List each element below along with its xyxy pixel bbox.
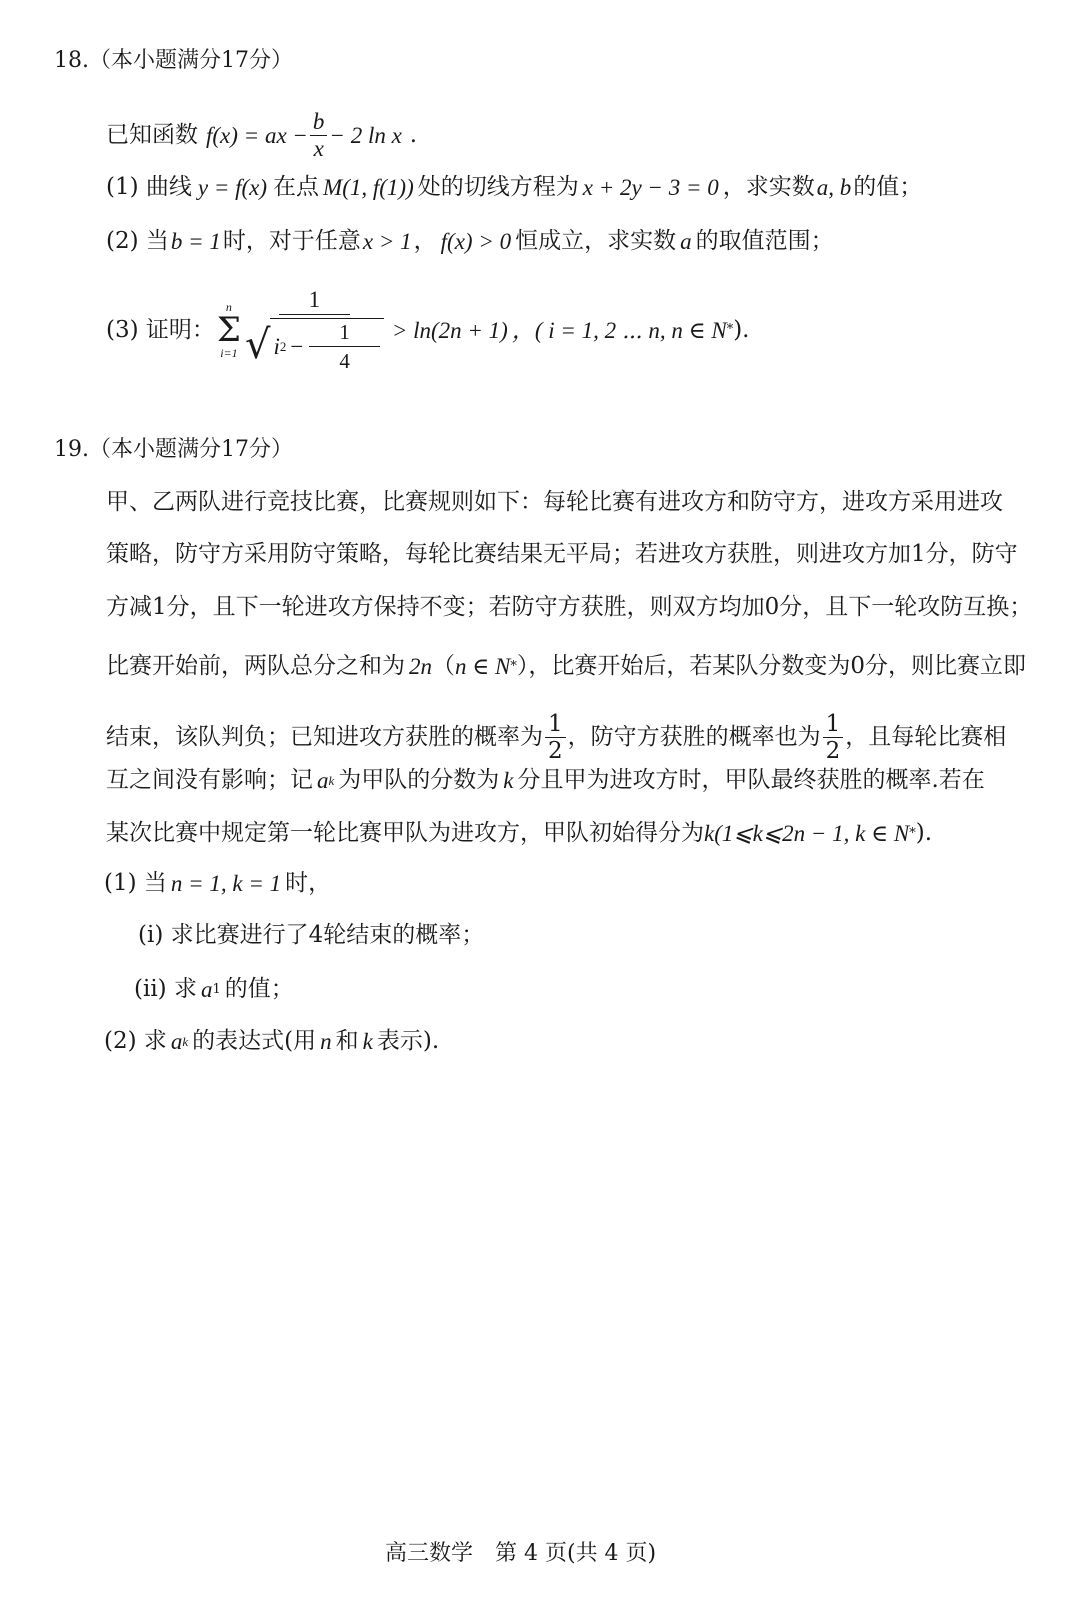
- q18-p3-cond-end: ).: [733, 316, 750, 343]
- q19-line-5-b: ，防守方获胜的概率也为: [567, 724, 821, 751]
- q19-p1ii-var: a: [200, 977, 213, 1002]
- q19-part2: (2) 求 a k 的表达式(用 n 和 k 表示).: [104, 1028, 440, 1054]
- q19-line-5-f1-num: 1: [545, 712, 566, 738]
- q18-p2-mid2: 恒成立，求实数: [515, 228, 677, 254]
- q18-p3-radicand: i 2 − $\frac{1}{4}$: [270, 318, 383, 372]
- q18-p2-comma: ，: [413, 228, 437, 254]
- q19-p2-mid: 的表达式(用: [192, 1028, 317, 1054]
- q19-p1ii-end: 的值；: [224, 976, 294, 1002]
- q19-p2-n: n: [320, 1029, 332, 1054]
- q19-part1: [104, 872, 331, 895]
- q19-line-1-text: 甲、乙两队进行竞技比赛，比赛规则如下：每轮比赛有进攻方和防守方，进攻方采用进攻: [106, 489, 1003, 515]
- q19-line-4-cond: n ∈ N: [455, 654, 511, 679]
- q19-line-4-total: 2n: [409, 654, 432, 679]
- sigma-icon: Σ: [216, 310, 241, 351]
- q19-line-4-a: 比赛开始前，两队总分之和为: [106, 653, 405, 679]
- q19-line-5: [106, 712, 1006, 763]
- q18-p3-inner-fraction: [309, 321, 380, 372]
- q19-line-6-k: k: [503, 768, 514, 793]
- q18-frac-denominator: x: [313, 136, 324, 162]
- q18-p3-radicand-i: i: [273, 334, 280, 360]
- q18-p1-tail: ，求实数: [722, 174, 815, 200]
- q18-p3-denominator: [245, 315, 384, 372]
- q18-p3-label: (3) 证明：: [106, 316, 215, 343]
- q18-p3-inner-den: 4: [339, 349, 350, 374]
- q19-line-6-b: 为甲队的分数为: [338, 767, 500, 793]
- q18-p2-label: (2) 当: [106, 228, 169, 254]
- q19-line-5-a: 结束，该队判负；已知进攻方获胜的概率为: [106, 724, 543, 751]
- q18-fraction-b-over-x: [310, 110, 328, 161]
- q19-line-3: [106, 596, 1032, 619]
- q18-p1-curve: y = f(x): [197, 175, 268, 200]
- q19-line-4-e: ），比赛开始后，若某队分数变为0分，则比赛立即: [516, 653, 1027, 679]
- q19-title-text: 19.（本小题满分17分）: [54, 437, 293, 462]
- q18-p3-sqrt-fraction: [245, 288, 384, 372]
- q19-line-2: [106, 543, 1018, 566]
- q19-line-7-c: ).: [915, 820, 933, 846]
- q19-p1-end: 时，: [285, 870, 332, 896]
- q19-line-2-text: 策略，防守方采用防守策略，每轮比赛结果无平局；若进攻方获胜，则进攻方加1分，防守: [106, 541, 1018, 567]
- q19-line-5-f2-den: 2: [825, 738, 841, 765]
- q18-p1-end: 的值；: [853, 174, 923, 200]
- q19-line-3-text: 方减1分，且下一轮进攻方保持不变；若防守方获胜，则双方均加0分，且下一轮攻防互换；: [106, 594, 1033, 620]
- q18-p2-end: 的取值范围；: [695, 228, 834, 254]
- q18-p1-vars: a, b: [816, 175, 852, 200]
- q19-line-7: 某次比赛中规定第一轮比赛甲队为进攻方，甲队初始得分为 k(1⩽k⩽2n − 1, k ∈ N * ).: [106, 820, 933, 846]
- q18-intro: [106, 110, 417, 161]
- q18-p3-radicand-minus: −: [290, 334, 304, 360]
- q19-line-5-fraction-1: [545, 712, 566, 763]
- q19-line-6-a: 互之间没有影响；记: [106, 767, 313, 793]
- q19-p2-k: k: [362, 1029, 373, 1054]
- q18-p3-summation: [217, 301, 241, 359]
- q19-line-4: 比赛开始前，两队总分之和为 2n （ n ∈ N * ），比赛开始后，若某队分数变为0分，则比赛立即: [106, 653, 1027, 679]
- q18-function-rhs: − 2 ln x: [329, 123, 402, 149]
- q19-line-5-f2-num: 1: [823, 712, 844, 738]
- q18-title: [54, 50, 293, 72]
- q19-line-6: 互之间没有影响；记 a k 为甲队的分数为 k 分且甲为进攻方时，甲队最终获胜的概率.若在: [106, 767, 985, 793]
- q18-p2-cond-x: x > 1: [362, 229, 412, 254]
- q19-part1-ii: (ii) 求 a 1 的值；: [134, 976, 294, 1002]
- q18-p3-sum-lower: i=1: [220, 346, 238, 361]
- q18-part2: [106, 230, 834, 253]
- q19-p2-label: (2) 求: [104, 1028, 167, 1054]
- page-footer-text: 高三数学 第 4 页(共 4 页): [385, 1541, 657, 1566]
- q18-p1-label: (1) 曲线: [106, 174, 192, 200]
- q18-p1-mid: 在点: [273, 174, 320, 200]
- q19-title: [54, 439, 293, 461]
- q18-p3-rhs: > ln(2n + 1): [391, 317, 508, 343]
- q19-p1-cond: n = 1, k = 1: [170, 871, 282, 896]
- q18-p2-cond-b: b = 1: [170, 229, 221, 254]
- page-footer: [385, 1543, 656, 1565]
- q19-p1i-text: (i) 求比赛进行了4轮结束的概率；: [138, 922, 485, 948]
- q18-p3-numerator: 1: [279, 288, 351, 315]
- q19-line-1: [106, 491, 1003, 514]
- q18-intro-prefix: 已知函数: [106, 122, 198, 149]
- q18-p1-line-equation: x + 2y − 3 = 0: [582, 175, 719, 200]
- q19-p2-var: a: [170, 1029, 183, 1054]
- q18-p2-var: a: [680, 229, 692, 254]
- q19-p2-and: 和: [335, 1028, 359, 1054]
- q18-p2-inequality: f(x) > 0: [440, 229, 512, 254]
- q18-p3-inner-num: 1: [309, 321, 380, 347]
- q19-p2-end: 表示).: [376, 1028, 440, 1054]
- sqrt-icon: √: [244, 322, 271, 369]
- q18-p2-mid: 时，对于任意: [222, 228, 361, 254]
- q18-function-lhs: f(x) = ax −: [206, 123, 308, 149]
- q18-p1-mid2: 处的切线方程为: [417, 174, 579, 200]
- q19-line-4-paren-open: （: [432, 653, 455, 679]
- q19-line-5-c: ，且每轮比赛相: [845, 724, 1007, 751]
- q19-line-5-f1-den: 2: [548, 738, 563, 765]
- q19-line-5-fraction-2: [823, 712, 844, 763]
- q18-p3-condition: ，( i = 1, 2 ⋯ n, n ∈ N: [511, 317, 727, 343]
- q18-p3-sum-upper: n: [225, 300, 232, 315]
- q19-line-7-a: 某次比赛中规定第一轮比赛甲队为进攻方，甲队初始得分为: [106, 820, 704, 846]
- q19-line-6-var: a: [317, 768, 329, 793]
- q18-title-text: 18.（本小题满分17分）: [54, 48, 293, 73]
- q18-frac-numerator: b: [310, 110, 328, 136]
- q18-intro-period: .: [409, 122, 418, 149]
- q19-part1-i: [138, 924, 484, 947]
- q19-p1ii-label: (ii) 求: [134, 976, 197, 1002]
- q19-line-6-c: 分且甲为进攻方时，甲队最终获胜的概率.若在: [517, 767, 985, 793]
- q19-line-7-range: k(1⩽k⩽2n − 1, k ∈ N: [704, 821, 910, 846]
- q19-p1-label: (1) 当: [104, 870, 167, 896]
- q18-p1-point: M(1, f(1)): [323, 175, 414, 200]
- q18-part1: [106, 176, 922, 199]
- q18-part3: (3) 证明： n Σ i=1 1 √ i 2 − $\frac{1}{4}$ > ln(2n + 1) ，( i = 1, 2 ⋯ n, n ∈ N * ).: [106, 287, 750, 374]
